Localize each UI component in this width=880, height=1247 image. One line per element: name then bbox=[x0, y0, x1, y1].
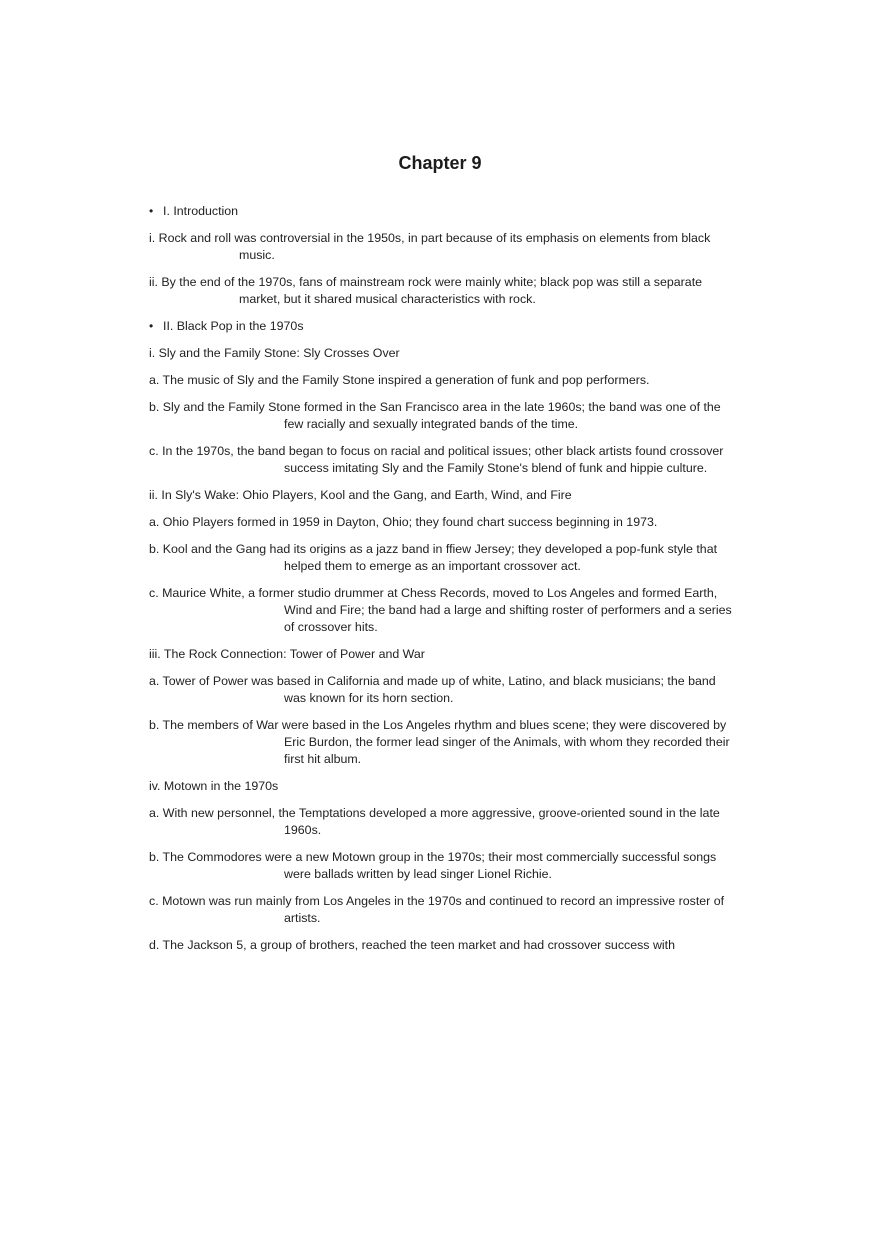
document-body bbox=[149, 203, 739, 964]
outline-item: c. Maurice White, a former studio drummer at Chess Records, moved to Los Angeles and formed Earth, Wind and Fire; the band had a large and shifting roster of performers and a series of crossover hits. bbox=[149, 586, 732, 634]
subsection-heading: i. Sly and the Family Stone: Sly Crosses Over bbox=[149, 346, 400, 360]
outline-item: ii. By the end of the 1970s, fans of mainstream rock were mainly white; black pop was still a separate market, but it shared musical characteristics with rock. bbox=[149, 275, 703, 306]
subsection-heading: iv. Motown in the 1970s bbox=[149, 779, 279, 793]
outline-item: b. The members of War were based in the Los Angeles rhythm and blues scene; they were discovered by Eric Burdon, the former lead singer of the Animals, with whom they recorded their first hit album. bbox=[149, 718, 730, 766]
outline-item: b. Kool and the Gang had its origins as a jazz band in ffiew Jersey; they developed a pop-funk style that helped them to emerge as an important crossover act. bbox=[149, 542, 718, 573]
outline-item: a. The music of Sly and the Family Stone inspired a generation of funk and pop performers. bbox=[149, 373, 650, 387]
section-heading bbox=[149, 203, 739, 220]
outline-item: i. Rock and roll was controversial in the 1950s, in part because of its emphasis on elements from black music. bbox=[149, 231, 711, 262]
outline-item: b. Sly and the Family Stone formed in the San Francisco area in the late 1960s; the band was one of the few racially and sexually integrated bands of the time. bbox=[149, 400, 721, 431]
section-heading-text: I. Introduction bbox=[163, 204, 239, 218]
bullet-icon: • bbox=[149, 204, 154, 218]
outline-item: a. Tower of Power was based in California and made up of white, Latino, and black musicians; the band was known for its horn section. bbox=[149, 674, 716, 705]
outline-item: a. Ohio Players formed in 1959 in Dayton, Ohio; they found chart success beginning in 1973. bbox=[149, 515, 658, 529]
subsection-heading: iii. The Rock Connection: Tower of Power and War bbox=[149, 647, 425, 661]
subsection-heading: ii. In Sly's Wake: Ohio Players, Kool and the Gang, and Earth, Wind, and Fire bbox=[149, 488, 572, 502]
section-heading-text: II. Black Pop in the 1970s bbox=[163, 319, 304, 333]
page-title: Chapter 9 bbox=[398, 153, 482, 173]
outline-item: a. With new personnel, the Temptations developed a more aggressive, groove-oriented sound in the late 1960s. bbox=[149, 806, 720, 837]
outline-item: d. The Jackson 5, a group of brothers, reached the teen market and had crossover success with bbox=[149, 938, 675, 952]
section-heading bbox=[149, 318, 739, 335]
outline-item: c. In the 1970s, the band began to focus on racial and political issues; other black artists found crossover success imitating Sly and the Family Stone's blend of funk and hippie culture. bbox=[149, 444, 724, 475]
bullet-icon: • bbox=[149, 319, 154, 333]
outline-item: b. The Commodores were a new Motown group in the 1970s; their most commercially successful songs were ballads written by lead singer Lionel Richie. bbox=[149, 850, 717, 881]
outline-item: c. Motown was run mainly from Los Angeles in the 1970s and continued to record an impressive roster of artists. bbox=[149, 894, 725, 925]
